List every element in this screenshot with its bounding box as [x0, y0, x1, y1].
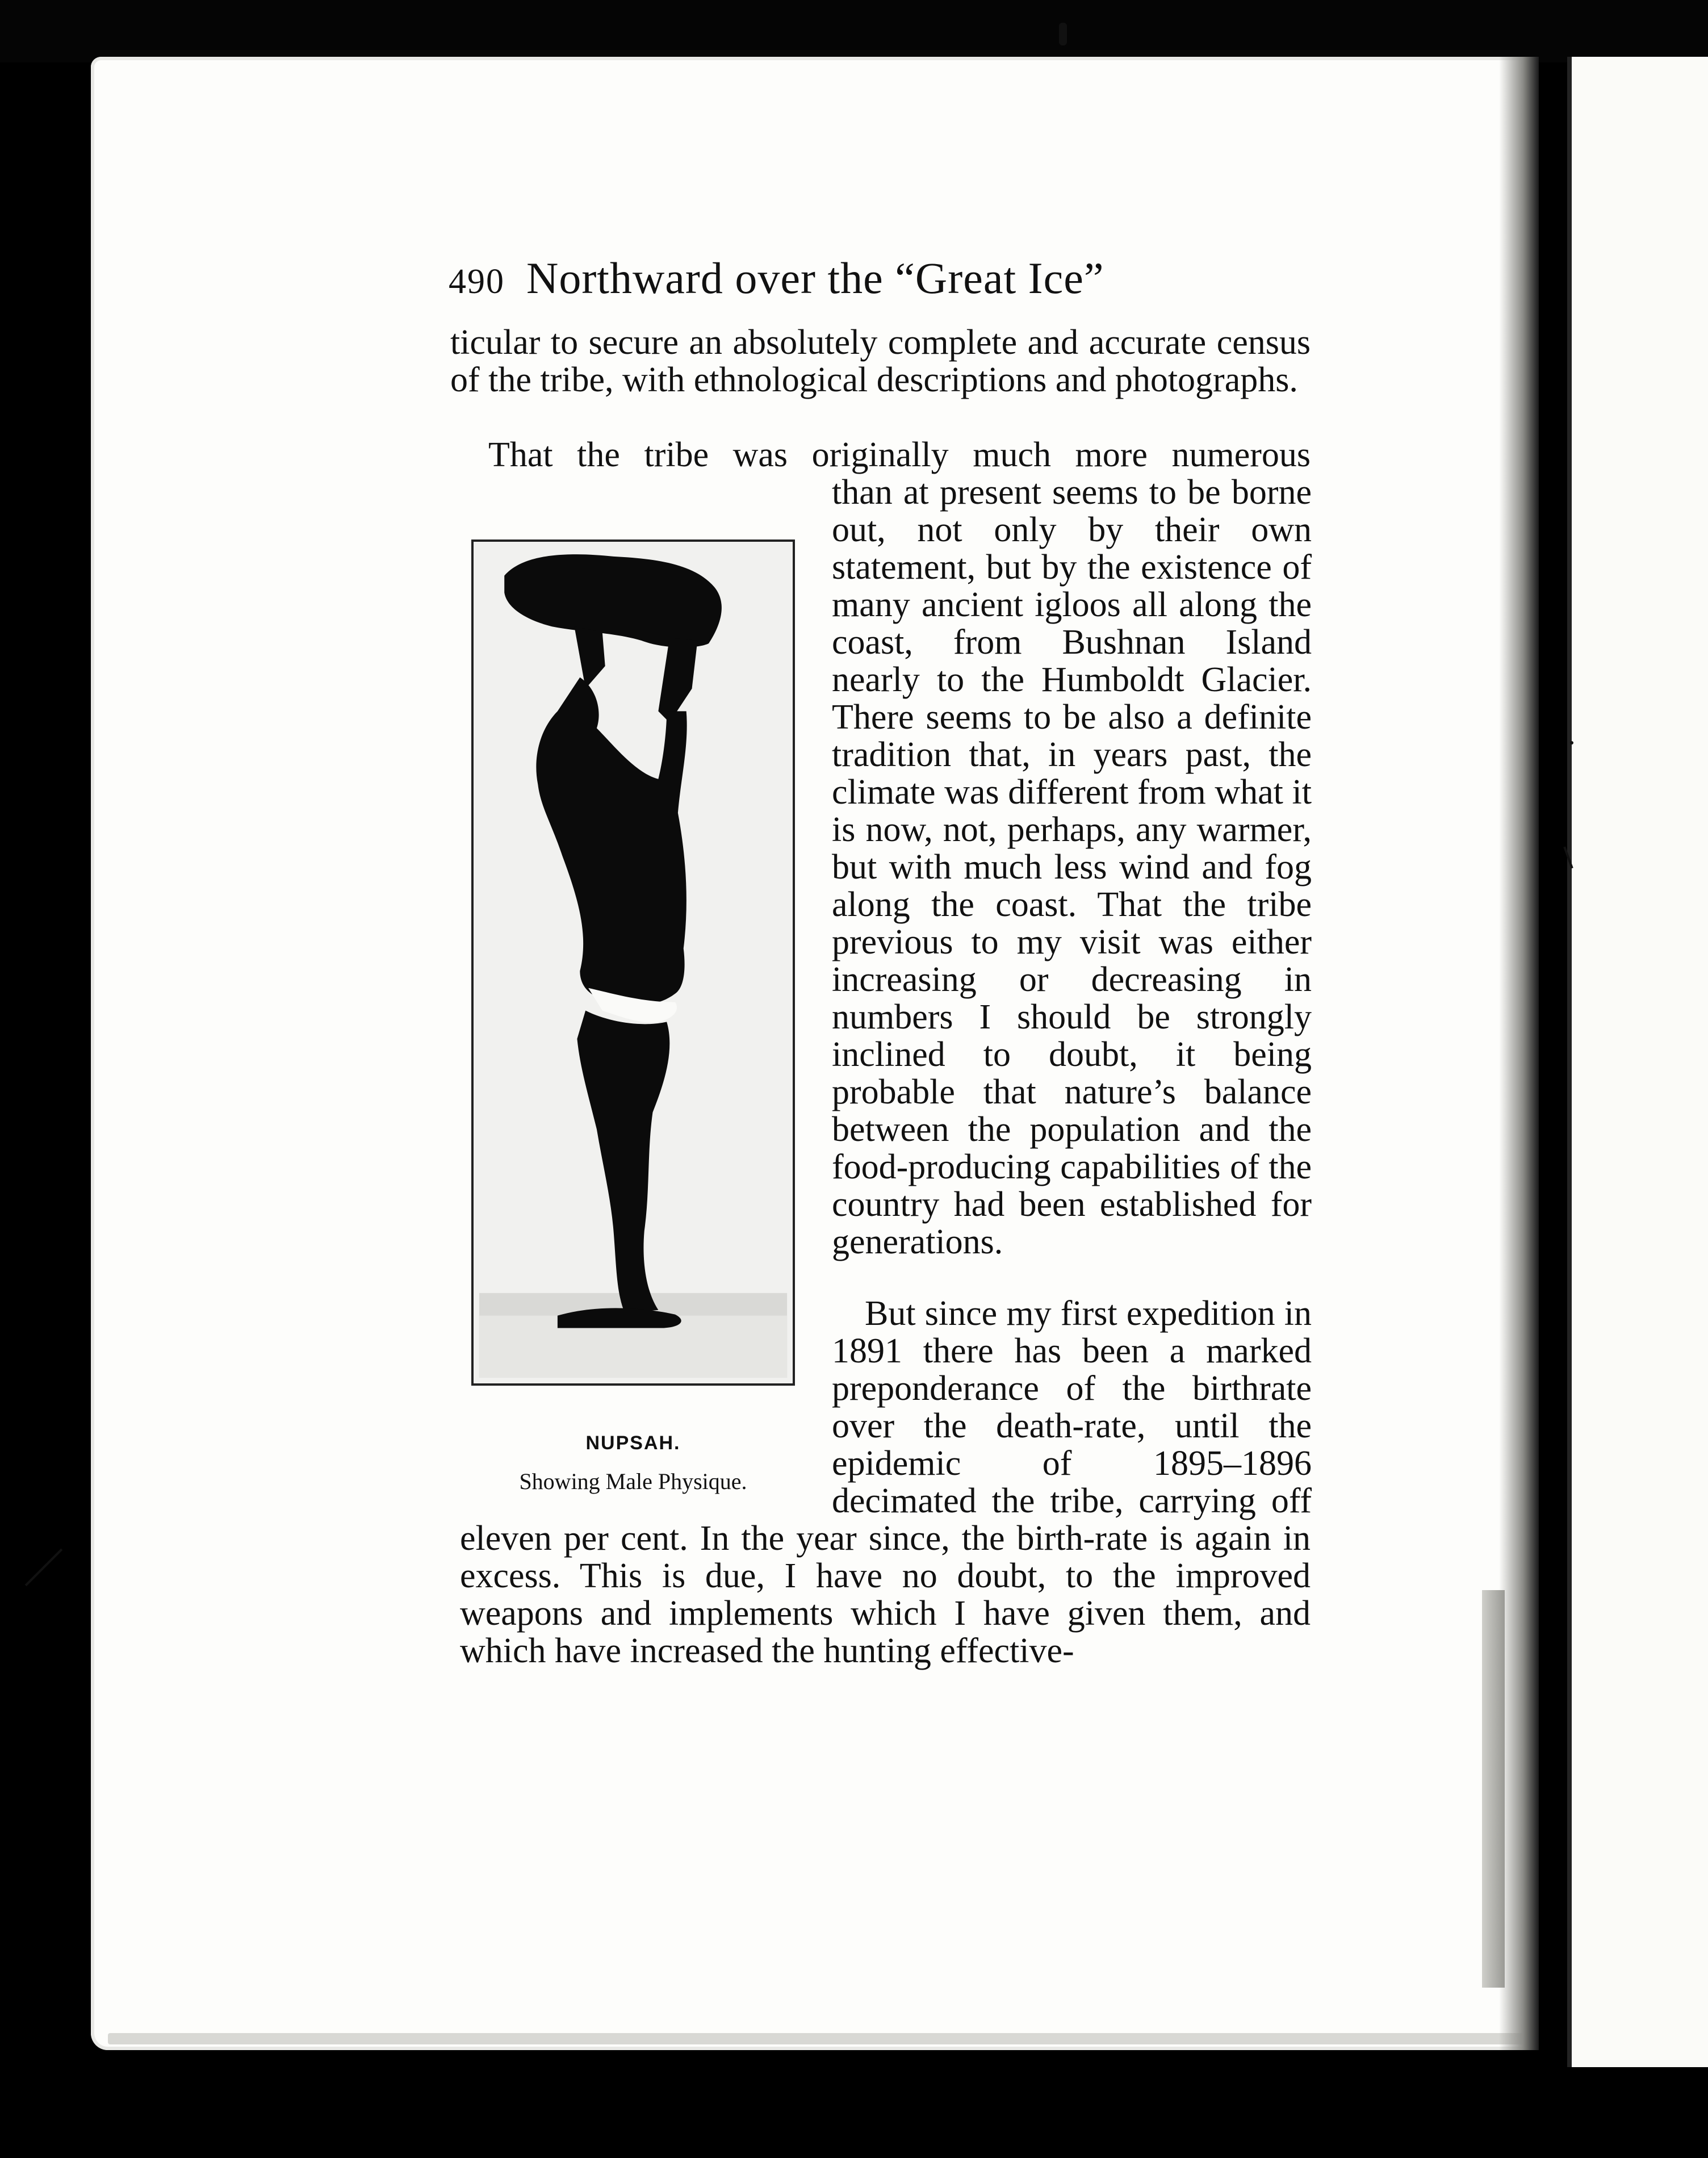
figure-caption-subtitle: Showing Male Physique. — [519, 1469, 747, 1494]
paragraph-census: ticular to secure an absolutely complete and accurate census of the tribe, with ethnological descriptions and photographs. — [450, 323, 1311, 399]
scan-top-edge — [0, 0, 1708, 62]
scan-speck — [25, 1549, 62, 1586]
book-title: Northward over the “Great Ice” — [526, 253, 1104, 303]
running-head — [449, 253, 1104, 304]
photograph-nupsah — [471, 540, 795, 1386]
paragraph-birthrate-wide: eleven per cent. In the year since, the birth-rate is again in excess. This is due, I have no doubt, to the improved weapons and implements which I have given them, and which have increased the hunting effective- — [460, 1519, 1311, 1670]
figure-silhouette — [474, 542, 793, 1383]
scan-speck — [1059, 23, 1067, 45]
spine-shadow — [1499, 57, 1539, 2050]
paragraph-tribe-numerous-column: than at present seems to be borne out, not only by their own statement, but by the existence of many ancient igloos all along the coast, from Bushnan Island nearly to the Humboldt Glacier. There seems to be also a definite tradition that, in years past, the climate was different from what it is now, not, perhaps, any warmer, but with much less wind and fog along the coast. That the tribe previous to my visit was either increasing or decreasing in numbers I should be strongly inclined to doubt, it being probable that nature’s balance between the population and the food-producing capabilities of the country had been established for generations. — [832, 473, 1312, 1261]
page-bottom-edge — [108, 2033, 1527, 2044]
page-number: 490 — [449, 262, 505, 301]
paragraph-tribe-numerous-lead: That the tribe was originally much more numerous — [488, 436, 1311, 474]
paragraph-birthrate-column: But since my first expedition in 1891 there has been a marked preponderance of the birthrate over the death-rate, until the epidemic of 1895–1896 decimated the tribe, carrying off — [832, 1294, 1312, 1520]
page-stack-shadow — [1482, 1590, 1505, 1988]
figure-caption-title: NUPSAH. — [585, 1432, 681, 1454]
facing-page-edge — [1567, 57, 1708, 2067]
scan-speck — [1570, 741, 1573, 745]
